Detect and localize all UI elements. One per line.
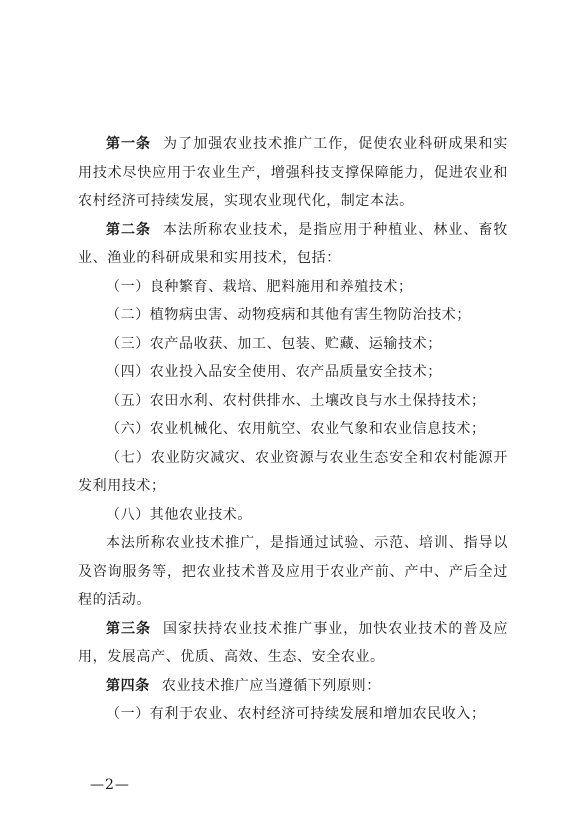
article-4 [78, 672, 508, 701]
article-3-heading: 第三条 [106, 620, 152, 637]
article-1 [78, 130, 508, 216]
article-1-text: 为了加强农业技术推广工作，促使农业科研成果和实用技术尽快应用于农业生产，增强科技支撑保障能力，促进农业和农村经济可持续发展，实现农业现代化，制定本法。 [78, 136, 508, 209]
law-text-body [78, 130, 508, 729]
article-2-item-8: （八）其他农业技术。 [106, 506, 252, 523]
article-3-text: 国家扶持农业技术推广事业，加快农业技术的普及应用，发展高产、优质、高效、生态、安全农业。 [78, 620, 508, 665]
article-2-item-2: （二）植物病虫害、动物疫病和其他有害生物防治技术； [106, 307, 471, 323]
article-4-heading: 第四条 [106, 677, 150, 694]
article-4-item-1: （一）有利于农业、农村经济可持续发展和增加农民收入； [106, 706, 486, 722]
article-2-heading: 第二条 [106, 221, 152, 238]
article-2-item-1: （一）良种繁育、栽培、肥料施用和养殖技术； [106, 278, 413, 295]
article-2 [78, 216, 508, 273]
article-2-item-7: （七）农业防灾减灾、农业资源与农业生态安全和农村能源开发利用技术； [78, 449, 508, 494]
article-2-item-3: （三）农产品收获、加工、包装、贮藏、运输技术； [106, 335, 442, 352]
page-number: —2— [90, 777, 130, 793]
article-2-extension-definition: 本法所称农业技术推广，是指通过试验、示范、培训、指导以及咨询服务等，把农业技术普及应用于农业产前、产中、产后全过程的活动。 [78, 535, 508, 608]
article-3 [78, 615, 508, 672]
article-2-item-5: （五）农田水利、农村供排水、土壤改良与水土保持技术； [106, 392, 486, 409]
article-1-heading: 第一条 [106, 136, 152, 152]
article-4-text: 农业技术推广应当遵循下列原则： [161, 677, 381, 694]
article-2-item-6: （六）农业机械化、农用航空、农业气象和农业信息技术； [106, 421, 486, 437]
article-2-text: 本法所称农业技术，是指应用于种植业、林业、畜牧业、渔业的科研成果和实用技术，包括： [78, 221, 508, 266]
article-2-item-4: （四）农业投入品安全使用、农产品质量安全技术； [106, 364, 442, 380]
